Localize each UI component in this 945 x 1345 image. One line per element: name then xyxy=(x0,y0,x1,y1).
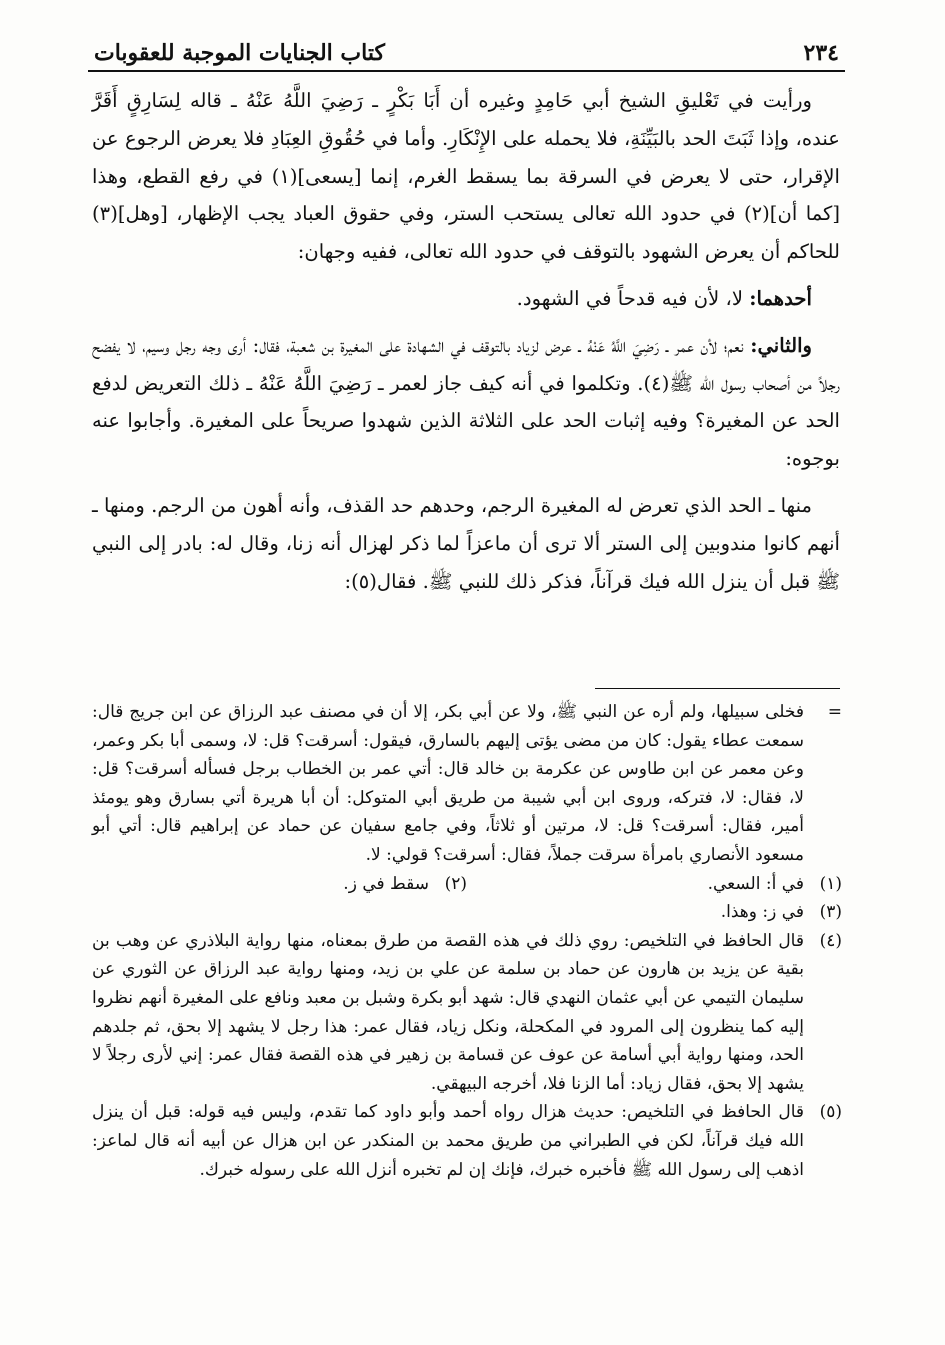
paragraph-3-label: والثاني: xyxy=(750,333,812,357)
footnote-4 xyxy=(92,927,842,1099)
footnote-4-text: قال الحافظ في التلخيص: روي ذلك في هذه القصة من طرق بمعناه، منها رواية البلاذري عن وهب بن بقية عن يزيد بن هارون عن حماد بن سلمة عن علي بن زيد، ومنها رواية عبد الرزاق عن الثوري عن سليمان التيمي عن أبي عثمان النهدي قال: شهد أبو بكرة وشبل بن معبد ونافع على المغيرة أنهم نظروا إليه كما ينظرون إلى المرود في المكحلة، ونكل زياد، فقال عمر: هذا رجل لا يشهد إلا بحق، ثم جلدهم الحد، ومنها رواية أبي أسامة عن عوف عن قسامة بن زهير في هذه القصة فقال عمر: إني لأرى رجلاً لا يشهد إلا بحق، فقال زياد: أما الزنا فلا، أخرجه البيهقي. xyxy=(92,930,804,1094)
footnote-5-mark: (٥) xyxy=(819,1102,842,1123)
footnote-5 xyxy=(92,1098,842,1184)
paragraph-2 xyxy=(92,280,840,318)
running-header xyxy=(88,28,845,66)
footnote-row-1-2 xyxy=(92,870,842,899)
footnote-2-text: سقط في ز. xyxy=(343,873,429,894)
book-title: كتاب الجنايات الموجبة للعقوبات xyxy=(94,40,385,66)
footnote-1 xyxy=(467,870,842,899)
footnote-2 xyxy=(92,870,467,899)
footnote-1-text: في أ: السعي. xyxy=(707,873,804,894)
paragraph-3-text: نعم؛ لأن عمر ـ رَضِيَ اللَّهُ عَنْهُ ـ عرض لزياد بالتوقف في الشهادة على المغيرة بن شعبة، فقال: أرى وجه رجل وسيم، لا يفضح رجلاً من أصحاب رسول الله ﷺ(٤). وتكلموا في أنه كيف جاز لعمر ـ رَضِيَ اللَّهُ عَنْهُ ـ ذلك التعريض لدفع الحد عن المغيرة؟ وفيه إثبات الحد على الثلاثة الذين شهدوا صريحاً على المغيرة. وأجابوا عنه بوجوه: xyxy=(92,333,841,471)
footnote-3-mark: (٣) xyxy=(819,902,842,923)
paragraph-4: منها ـ الحد الذي تعرض له المغيرة الرجم، وحدهم حد القذف، وأنه أهون من الرجم. ومنها ـ أنهم كانوا مندوبين إلى الستر ألا ترى أن ماعزاً لما ذكر لهزال أنه زنا، وقال له: بادر إلى النبي ﷺ قبل أن ينزل الله فيك قرآناً، فذكر ذلك للنبي ﷺ. فقال(٥): xyxy=(92,493,840,593)
footnote-3 xyxy=(92,898,842,927)
paragraph-1: ورأيت في تَعْليقِ الشيخ أبي حَامِدٍ وغيره أن أَبَا بَكْرٍ ـ رَضِيَ اللَّهُ عَنْهُ ـ قاله لِسَارِقٍ أَقَرَّ عنده، وإذا ثَبَتَ الحد بالبَيِّنَةِ، فلا يحمله على الإِنْكَارِ. وأما في حُقُوقِ العِبَادِ فلا يعرض الرجوع عن الإقرار، حتى لا يعرض في السرقة بما يسقط الغرم، إنما [يسعى](١) في رفع القطع، وهذا [كما أن](٢) في حدود الله تعالى يستحب الستر، وفي حقوق العباد يجب الإظهار، [وهل](٣) للحاكم أن يعرض الشهود بالتوقف في حدود الله تعالى، ففيه وجهان: xyxy=(92,89,840,264)
paragraph-3 xyxy=(92,327,840,478)
main-text xyxy=(92,82,840,600)
footnote-3-text: في ز: وهذا. xyxy=(720,902,804,923)
footnote-continuation xyxy=(92,698,842,870)
footnote-continuation-mark: = xyxy=(827,702,842,722)
paragraph-2-text: لا، لأن فيه قدحاً في الشهود. xyxy=(516,286,744,310)
footnote-continuation-text: فخلى سبيلها، ولم أره عن النبي ﷺ، ولا عن أبي بكر، إلا أن في مصنف عبد الرزاق عن ابن جريج قال: سمعت عطاء يقول: كان من مضى يؤتى إليهم بالسارق، فيقول: أسرقت؟ قل: لا، وسمى أبا بكر وعمر، وعن معمر عن ابن طاوس عن عكرمة بن خالد قال: أتي عمر بن الخطاب برجل فسأله أسرقت؟ قل: لا، فقال: لا، فتركه، وروى ابن أبي شيبة من طريق أبي المتوكل: أن أبا هريرة أتي بسارق وهو يومئذ أمير، فقال: أسرقت؟ قل: لا، مرتين أو ثلاثاً، وفي جامع سفيان عن حماد عن إبراهيم قال: أتي أبو مسعود الأنصاري بامرأة سرقت جملاً، فقال: أسرقت؟ قولي: لا. xyxy=(92,702,804,865)
footnote-2-mark: (٢) xyxy=(444,873,467,894)
footnote-4-mark: (٤) xyxy=(819,930,842,951)
page-number: ٢٣٤ xyxy=(803,40,839,66)
footnotes xyxy=(92,698,842,1184)
footnote-separator xyxy=(595,688,840,689)
header-rule xyxy=(88,70,845,72)
footnote-5-text: قال الحافظ في التلخيص: حديث هزال رواه أحمد وأبو داود كما تقدم، وليس فيه قوله: قبل أن ينزل الله فيك قرآناً، لكن في الطبراني من طريق محمد بن المنكدر عن ابن هزال عن أبيه أنه قال لماعز: اذهب إلى رسول الله ﷺ فأخبره خبرك، فإنك إن لم تخبره أنزل الله على رسوله خبرك. xyxy=(92,1102,804,1180)
paragraph-2-label: أحدهما: xyxy=(749,286,812,310)
footnote-1-mark: (١) xyxy=(819,873,842,894)
